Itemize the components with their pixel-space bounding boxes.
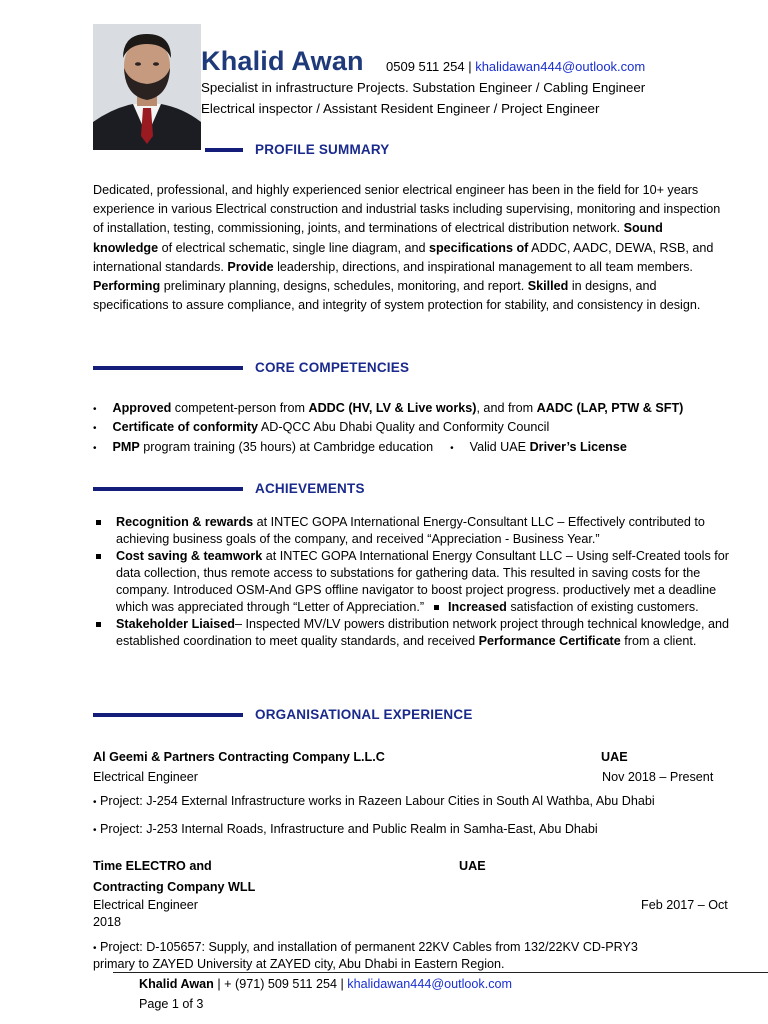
achievement-bold: Stakeholder Liaised xyxy=(116,617,235,631)
achievement-text: from a client. xyxy=(624,634,697,648)
section-rule xyxy=(93,366,243,370)
job-role: Electrical Engineer xyxy=(93,770,198,784)
competency-text: AD-QCC Abu Dhabi Quality and Conformity Council xyxy=(260,420,550,434)
email-link[interactable]: khalidawan444@outlook.com xyxy=(475,59,646,74)
footer-contact xyxy=(139,977,512,991)
competency-item xyxy=(93,420,549,434)
competency-text: competent-person from xyxy=(174,401,305,415)
competency-bold: PMP xyxy=(112,440,140,454)
job-company: Al Geemi & Partners Contracting Company L.L.C xyxy=(93,750,385,764)
achievement-text: – Inspected MV/LV powers distribution network project through technical knowledge, and established coordination to meet quality standards, and received xyxy=(116,617,729,648)
square-bullet-icon xyxy=(434,605,439,610)
job-location: UAE xyxy=(459,859,486,873)
tagline-line-1: Specialist in infrastructure Projects. Substation Engineer / Cabling Engineer xyxy=(201,80,646,95)
competency-text: Valid UAE xyxy=(469,440,527,454)
bullet-icon: • xyxy=(93,797,97,808)
achievement-bold: Increased xyxy=(448,600,507,614)
profile-text: in designs, and specifications to assure compliance, and integrity of system protection for stability, and consistency in design. xyxy=(93,279,701,313)
project-text: Project: J-254 External Infrastructure works in Razeen Labour Cities in South Al Wathba, Abu Dhabi xyxy=(100,794,655,808)
candidate-name: Khalid Awan xyxy=(201,46,364,76)
square-bullet-icon xyxy=(96,520,101,525)
bullet-icon: • xyxy=(93,423,97,434)
section-title-achievements: ACHIEVEMENTS xyxy=(255,481,365,496)
achievement-item xyxy=(93,548,733,616)
job-company: Contracting Company WLL xyxy=(93,880,256,894)
footer-separator: | xyxy=(217,977,221,991)
profile-text: ADDC, AADC, DEWA, RSB, and international standards. xyxy=(93,240,714,274)
achievement-item xyxy=(93,514,733,548)
job-dates: Feb 2017 – Oct xyxy=(641,898,728,912)
project-text: Project: J-253 Internal Roads, Infrastructure and Public Realm in Samha-East, Abu Dhabi xyxy=(100,822,598,836)
profile-photo xyxy=(93,24,201,150)
footer-separator: | xyxy=(340,977,344,991)
page-number: Page 1 of 3 xyxy=(139,997,204,1011)
job-role: Electrical Engineer xyxy=(93,898,198,912)
contact-separator: | xyxy=(468,59,472,74)
profile-bold: Sound knowledge xyxy=(93,221,663,255)
job-project xyxy=(93,940,638,954)
achievement-bold: Cost saving & teamwork xyxy=(116,549,263,563)
contact-line xyxy=(386,59,645,74)
profile-text: preliminary planning, designs, schedules, monitoring, and report. xyxy=(163,279,525,294)
square-bullet-icon xyxy=(96,554,101,559)
profile-text: of electrical schematic, single line diagram, and xyxy=(161,240,426,255)
section-rule xyxy=(205,148,243,152)
bullet-icon: • xyxy=(93,443,97,454)
profile-bold: Performing xyxy=(93,279,161,294)
job-dates: Nov 2018 – Present xyxy=(602,770,714,784)
competency-text: program training (35 hours) at Cambridge education xyxy=(143,440,434,454)
achievements-list xyxy=(93,514,733,650)
competency-bold: Certificate of conformity xyxy=(112,420,259,434)
profile-photo-graphic xyxy=(93,24,201,150)
competency-item xyxy=(93,440,627,454)
job-project xyxy=(93,794,655,808)
phone-number: 0509 511 254 xyxy=(386,59,465,74)
footer-name: Khalid Awan xyxy=(139,977,214,991)
competency-item xyxy=(93,401,683,415)
achievement-text: satisfaction of existing customers. xyxy=(510,600,699,614)
profile-bold: Provide xyxy=(227,259,274,274)
competency-bold: Approved xyxy=(112,401,172,415)
bullet-icon: • xyxy=(93,825,97,836)
profile-summary-text xyxy=(93,181,723,315)
section-title-core: CORE COMPETENCIES xyxy=(255,360,410,375)
footer-email-link[interactable]: khalidawan444@outlook.com xyxy=(347,977,513,991)
section-title-profile: PROFILE SUMMARY xyxy=(255,142,390,157)
profile-text: leadership, directions, and inspirational management to all team members. xyxy=(277,259,693,274)
job-dates: 2018 xyxy=(93,915,122,929)
achievement-text: at INTEC GOPA International Energy-Consultant LLC – Effectively contributed to achieving business goals of the company, and received “Appreciation - Business Year.” xyxy=(116,515,705,546)
bullet-icon: • xyxy=(93,404,97,415)
square-bullet-icon xyxy=(96,622,101,627)
job-project-continued: primary to ZAYED University at ZAYED city, Abu Dhabi in Eastern Region. xyxy=(93,957,505,971)
profile-bold: specifications of xyxy=(428,240,529,255)
bullet-icon: • xyxy=(93,943,97,954)
section-rule xyxy=(93,487,243,491)
achievement-item xyxy=(93,616,733,650)
competency-bold: AADC (LAP, PTW & SFT) xyxy=(536,401,684,415)
project-text: Project: D-105657: Supply, and installation of permanent 22KV Cables from 132/22KV CD-PRY3 xyxy=(100,940,638,954)
section-rule xyxy=(93,713,243,717)
job-project xyxy=(93,822,598,836)
footer-phone: + (971) 509 511 254 xyxy=(224,977,338,991)
achievement-bold: Performance Certificate xyxy=(478,634,621,648)
section-title-experience: ORGANISATIONAL EXPERIENCE xyxy=(255,707,473,722)
competency-bold: Driver’s License xyxy=(529,440,627,454)
profile-bold: Skilled xyxy=(527,279,569,294)
tagline-line-2: Electrical inspector / Assistant Resident Engineer / Project Engineer xyxy=(201,101,600,116)
bullet-icon: • xyxy=(450,443,454,454)
footer-rule xyxy=(113,972,768,973)
competency-bold: ADDC (HV, LV & Live works) xyxy=(308,401,477,415)
job-company: Time ELECTRO and xyxy=(93,859,212,873)
achievement-text: at INTEC GOPA International Energy Consultant LLC – Using self-Created tools for data collection, thus remote access to substations for gathering data. This resulted in saving costs for the company. Introduced OSM-And GPS offline navigator to boost project progress. productively met a deadline which was appreciated through “Letter of Appreciation.” xyxy=(116,549,729,614)
profile-text: Dedicated, professional, and highly experienced senior electrical engineer has been in the field for 10+ years experience in various Electrical construction and industrial tasks including supervising, monitoring and inspection of installation, testing, commissioning, joints, and terminations of electrical distribution network. xyxy=(93,183,721,236)
achievement-bold: Recognition & rewards xyxy=(116,515,254,529)
job-location: UAE xyxy=(601,750,628,764)
competency-text: , and from xyxy=(476,401,534,415)
